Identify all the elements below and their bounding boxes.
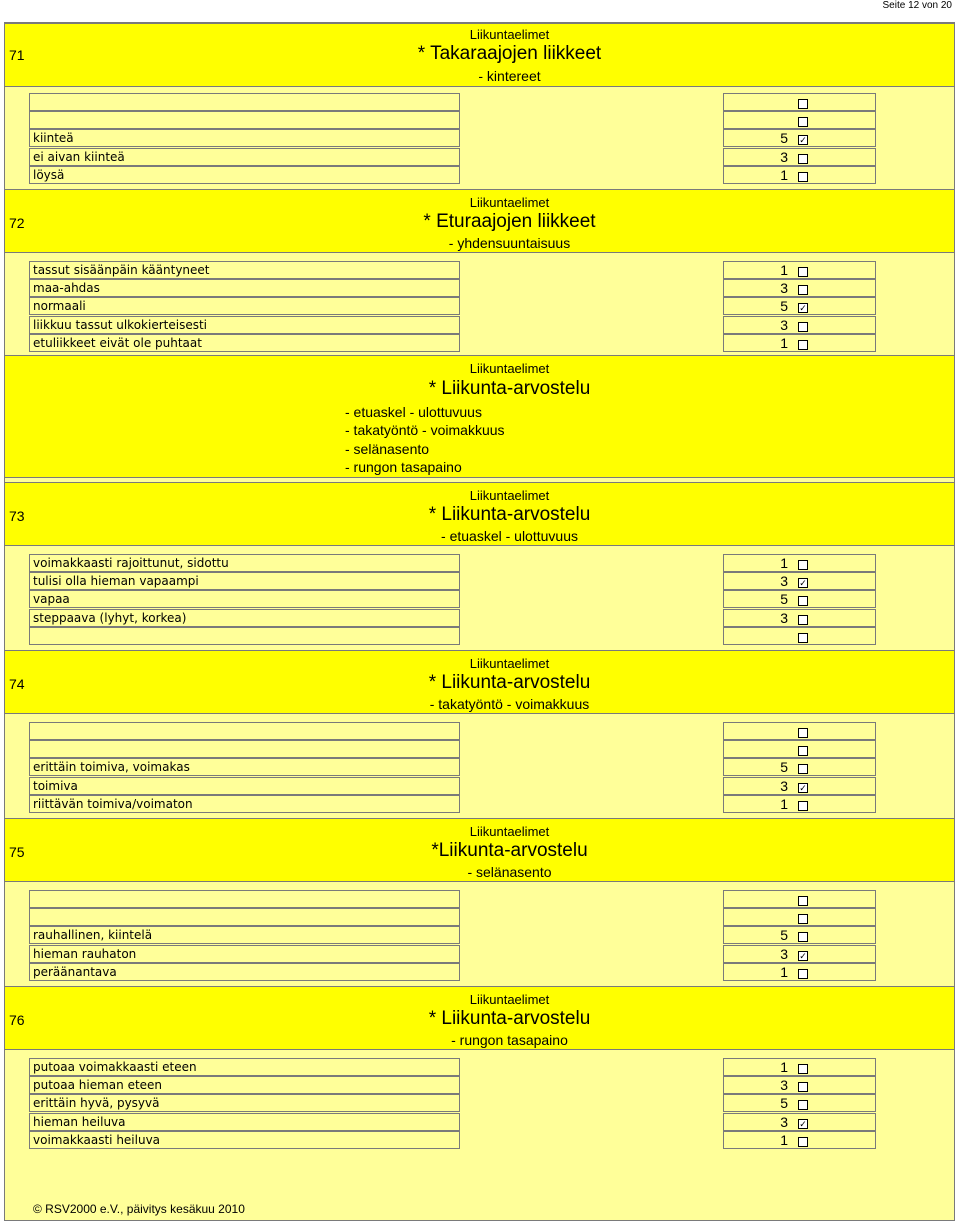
option-row bbox=[5, 777, 954, 795]
section-number: 75 bbox=[9, 844, 25, 860]
option-row bbox=[5, 1131, 954, 1149]
section-title: * Liikunta-arvostelu bbox=[428, 672, 591, 693]
checkbox[interactable] bbox=[798, 322, 808, 332]
option-row bbox=[5, 129, 954, 147]
option-label bbox=[29, 908, 460, 926]
option-score: 3 bbox=[780, 1077, 788, 1094]
section-subtitle: - yhdensuuntaisuus bbox=[448, 235, 571, 251]
checkbox[interactable] bbox=[798, 896, 808, 906]
option-row bbox=[5, 316, 954, 334]
checkbox[interactable] bbox=[798, 801, 808, 811]
option-score: 3 bbox=[780, 316, 788, 333]
checkbox[interactable] bbox=[798, 285, 808, 295]
section-subtitle: - kintereet bbox=[478, 68, 541, 84]
option-row bbox=[5, 1113, 954, 1131]
option-label: liikkuu tassut ulkokierteisesti bbox=[29, 316, 460, 334]
checkbox[interactable] bbox=[798, 969, 808, 979]
option-row bbox=[5, 963, 954, 981]
option-label: voimakkaasti heiluva bbox=[29, 1131, 460, 1149]
option-label: maa-ahdas bbox=[29, 279, 460, 297]
checkbox[interactable] bbox=[798, 1100, 808, 1110]
checked-checkbox[interactable]: ✓ bbox=[799, 578, 807, 589]
option-score: 1 bbox=[780, 1131, 788, 1148]
option-row bbox=[5, 297, 954, 315]
option-label: hieman rauhaton bbox=[29, 945, 460, 963]
option-score: 3 bbox=[780, 609, 788, 626]
option-label: tulisi olla hieman vapaampi bbox=[29, 572, 460, 590]
option-score: 3 bbox=[780, 148, 788, 165]
section-header-71 bbox=[5, 23, 954, 87]
option-label: steppaava (lyhyt, korkea) bbox=[29, 609, 460, 627]
option-label: ei aivan kiinteä bbox=[29, 148, 460, 166]
section-subtitle: - takatyöntö - voimakkuus bbox=[429, 696, 590, 712]
option-row bbox=[5, 758, 954, 776]
option-row bbox=[5, 722, 954, 740]
option-score: 3 bbox=[780, 777, 788, 794]
page-info: Seite 12 von 20 bbox=[882, 0, 952, 11]
option-row bbox=[5, 1058, 954, 1076]
section-category: Liikuntaelimet bbox=[469, 195, 550, 210]
option-score: 1 bbox=[780, 262, 788, 278]
option-score: 5 bbox=[780, 130, 788, 147]
option-row bbox=[5, 111, 954, 129]
option-score: 1 bbox=[780, 555, 788, 571]
option-score: 3 bbox=[780, 573, 788, 590]
checkbox[interactable] bbox=[798, 596, 808, 606]
section-title: * Liikunta-arvostelu bbox=[428, 1008, 591, 1029]
option-label: putoaa hieman eteen bbox=[29, 1076, 460, 1094]
liikunta-intro-header bbox=[5, 355, 954, 478]
option-score: 1 bbox=[780, 166, 788, 183]
option-score: 3 bbox=[780, 945, 788, 962]
intro-item: - takatyöntö - voimakkuus bbox=[345, 422, 505, 439]
option-label bbox=[29, 740, 460, 758]
checked-checkbox[interactable]: ✓ bbox=[799, 303, 807, 314]
option-row bbox=[5, 93, 954, 111]
intro-items bbox=[345, 403, 505, 477]
option-label: peräänantava bbox=[29, 963, 460, 981]
checked-checkbox[interactable]: ✓ bbox=[799, 135, 807, 146]
section-title: *Liikunta-arvostelu bbox=[431, 840, 588, 861]
checked-checkbox[interactable]: ✓ bbox=[799, 950, 807, 961]
intro-item: - etuaskel - ulottuvuus bbox=[345, 404, 482, 420]
section-header-73 bbox=[5, 482, 954, 546]
section-category: Liikuntaelimet bbox=[469, 656, 550, 671]
checkbox[interactable] bbox=[798, 267, 808, 277]
option-row bbox=[5, 926, 954, 944]
option-score: 3 bbox=[780, 280, 788, 297]
option-label: toimiva bbox=[29, 777, 460, 795]
option-score: 3 bbox=[780, 1113, 788, 1130]
option-row bbox=[5, 795, 954, 813]
option-label: voimakkaasti rajoittunut, sidottu bbox=[29, 554, 460, 572]
checkbox[interactable] bbox=[798, 914, 808, 924]
option-row bbox=[5, 609, 954, 627]
section-title: * Eturaajojen liikkeet bbox=[423, 211, 596, 232]
option-row bbox=[5, 334, 954, 352]
checkbox[interactable] bbox=[798, 172, 808, 182]
option-row bbox=[5, 166, 954, 184]
section-category: Liikuntaelimet bbox=[469, 488, 550, 503]
checkbox[interactable] bbox=[798, 746, 808, 756]
checkbox[interactable] bbox=[798, 932, 808, 942]
option-score: 1 bbox=[780, 1059, 788, 1075]
checkbox[interactable] bbox=[798, 728, 808, 738]
checkbox[interactable] bbox=[798, 1137, 808, 1147]
option-row bbox=[5, 945, 954, 963]
option-row bbox=[5, 279, 954, 297]
section-title: * Takaraajojen liikkeet bbox=[417, 43, 602, 64]
option-label: normaali bbox=[29, 297, 460, 315]
checked-checkbox[interactable]: ✓ bbox=[799, 782, 807, 793]
option-label: kiinteä bbox=[29, 129, 460, 147]
intro-item: - rungon tasapaino bbox=[345, 459, 462, 476]
checked-checkbox[interactable]: ✓ bbox=[799, 1118, 807, 1129]
option-row bbox=[5, 148, 954, 166]
option-row bbox=[5, 627, 954, 645]
checkbox[interactable] bbox=[798, 154, 808, 164]
checkbox[interactable] bbox=[798, 99, 808, 109]
section-number: 71 bbox=[9, 47, 25, 63]
option-label: rauhallinen, kiintelä bbox=[29, 926, 460, 944]
option-row bbox=[5, 740, 954, 758]
checkbox[interactable] bbox=[798, 615, 808, 625]
option-label bbox=[29, 722, 460, 740]
section-subtitle: - selänasento bbox=[467, 864, 552, 880]
checkbox[interactable] bbox=[798, 117, 808, 127]
checkbox[interactable] bbox=[798, 340, 808, 350]
section-subtitle: - etuaskel - ulottuvuus bbox=[441, 528, 578, 544]
option-row bbox=[5, 1094, 954, 1112]
section-header-75 bbox=[5, 818, 954, 882]
intro-item: - selänasento bbox=[345, 440, 430, 457]
section-number: 73 bbox=[9, 508, 25, 524]
section-header-74 bbox=[5, 650, 954, 714]
section-number: 76 bbox=[9, 1012, 25, 1028]
option-score: 1 bbox=[780, 795, 788, 812]
option-label: hieman heiluva bbox=[29, 1113, 460, 1131]
option-label: putoaa voimakkaasti eteen bbox=[29, 1058, 460, 1076]
option-label: riittävän toimiva/voimaton bbox=[29, 795, 460, 813]
option-score: 5 bbox=[780, 1095, 788, 1112]
option-label bbox=[29, 627, 460, 645]
option-row bbox=[5, 890, 954, 908]
option-label: löysä bbox=[29, 166, 460, 184]
option-row bbox=[5, 908, 954, 926]
checkbox[interactable] bbox=[798, 560, 808, 570]
option-label: vapaa bbox=[29, 590, 460, 608]
option-score: 5 bbox=[780, 759, 788, 776]
option-score: 1 bbox=[780, 963, 788, 980]
option-label bbox=[29, 890, 460, 908]
section-category: Liikuntaelimet bbox=[469, 27, 550, 42]
option-label bbox=[29, 111, 460, 129]
option-label: erittäin toimiva, voimakas bbox=[29, 758, 460, 776]
option-row bbox=[5, 1076, 954, 1094]
option-row bbox=[5, 554, 954, 572]
option-label: erittäin hyvä, pysyvä bbox=[29, 1094, 460, 1112]
section-title: * Liikunta-arvostelu bbox=[428, 378, 591, 399]
option-row bbox=[5, 572, 954, 590]
footer-copyright: © RSV2000 e.V., päivitys kesäkuu 2010 bbox=[33, 1202, 245, 1216]
option-label: etuliikkeet eivät ole puhtaat bbox=[29, 334, 460, 352]
checkbox[interactable] bbox=[798, 1082, 808, 1092]
checkbox[interactable] bbox=[798, 764, 808, 774]
section-category: Liikuntaelimet bbox=[469, 824, 550, 839]
option-label bbox=[29, 93, 460, 111]
option-label: tassut sisäänpäin kääntyneet bbox=[29, 261, 460, 279]
section-subtitle: - rungon tasapaino bbox=[451, 1032, 568, 1048]
section-category: Liikuntaelimet bbox=[469, 992, 550, 1007]
section-title: * Liikunta-arvostelu bbox=[428, 504, 591, 525]
section-number: 74 bbox=[9, 676, 25, 692]
option-score: 5 bbox=[780, 591, 788, 608]
evaluation-form bbox=[4, 22, 955, 1221]
checkbox[interactable] bbox=[798, 633, 808, 643]
option-score: 5 bbox=[780, 298, 788, 315]
option-score: 1 bbox=[780, 334, 788, 351]
option-score: 5 bbox=[780, 927, 788, 944]
option-row bbox=[5, 261, 954, 279]
section-header-72 bbox=[5, 189, 954, 253]
section-number: 72 bbox=[9, 215, 25, 231]
section-category: Liikuntaelimet bbox=[469, 361, 550, 376]
section-header-76 bbox=[5, 986, 954, 1050]
option-row bbox=[5, 590, 954, 608]
checkbox[interactable] bbox=[798, 1064, 808, 1074]
